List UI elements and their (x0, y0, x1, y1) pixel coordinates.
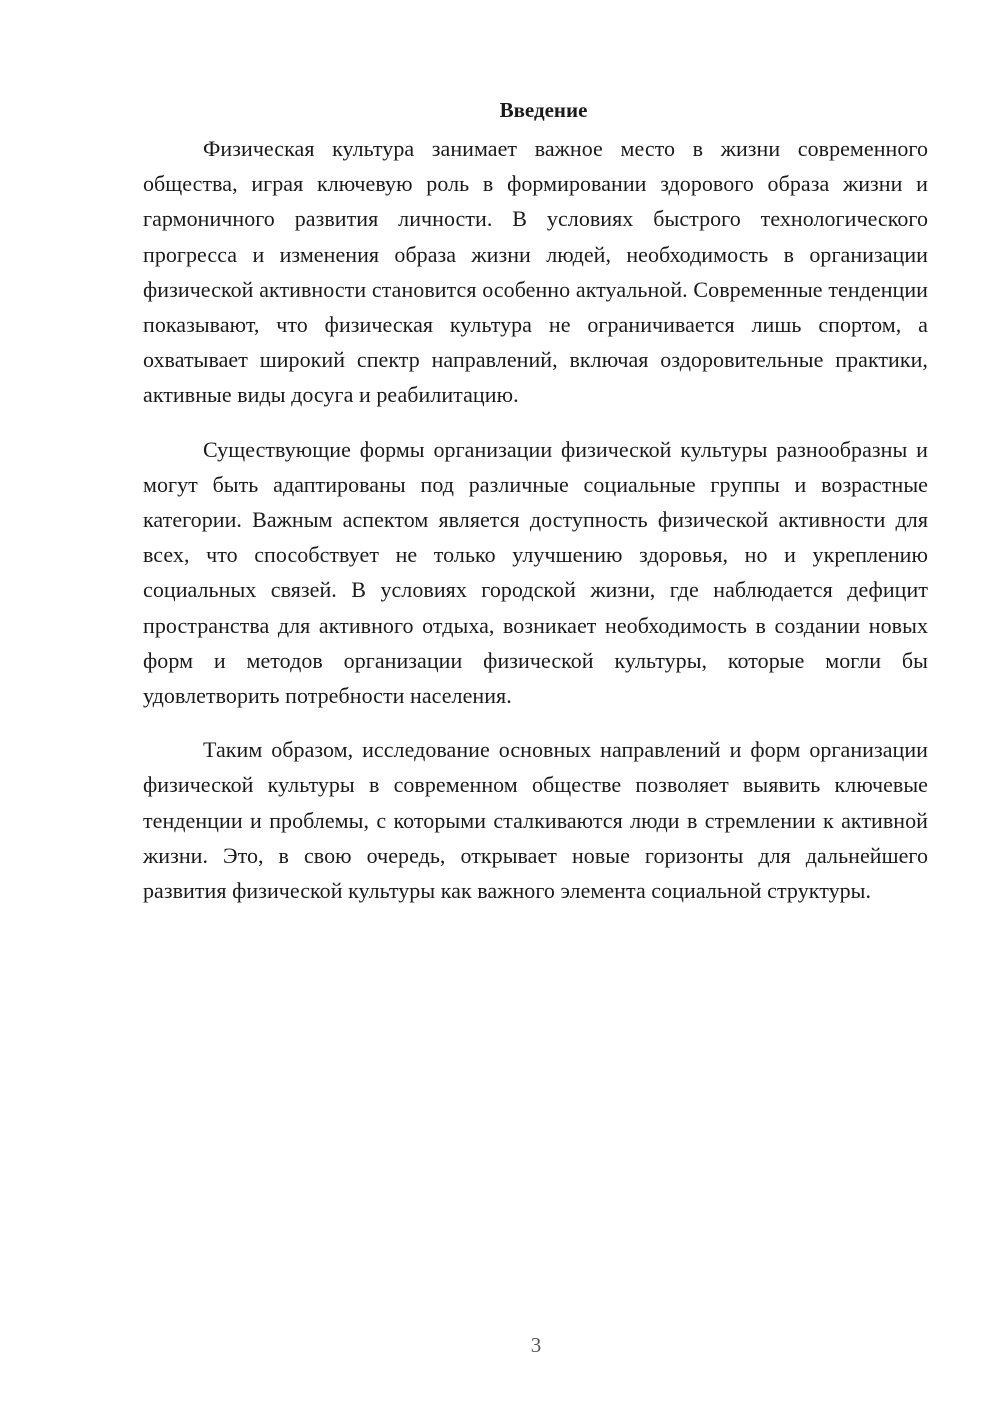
paragraph-1: Физическая культура занимает важное место в жизни современного общества, играя ключевую роль в формировании здорового образа жизни и гармоничного развития личности. В условиях быстрого технологического прогресса и изменения образа жизни людей, необходимость в организации физической активности становится особенно актуальной. Современные тенденции показывают, что физическая культура не ограничивается лишь спортом, а охватывает широкий спектр направлений, включая оздоровительные практики, активные виды досуга и реабилитацию. (143, 136, 928, 408)
section-title: Введение (499, 98, 588, 122)
paragraph-2: Существующие формы организации физической культуры разнообразны и могут быть адаптированы под различные социальные группы и возрастные категории. Важным аспектом является доступность физической активности для всех, что способствует не только улучшению здоровья, но и укреплению социальных связей. В условиях городской жизни, где наблюдается дефицит пространства для активного отдыха, возникает необходимость в создании новых форм и методов организации физической культуры, которые могли бы удовлетворить потребности населения. (143, 436, 928, 709)
page-content (143, 92, 928, 927)
page-number: 3 (530, 1333, 542, 1357)
paragraph-3: Таким образом, исследование основных направлений и форм организации физической культуры в современном обществе позволяет выявить ключевые тенденции и проблемы, с которыми сталкиваются люди в стремлении к активной жизни. Это, в свою очередь, открывает новые горизонты для дальнейшего развития физической культуры как важного элемента социальной структуры. (143, 737, 928, 904)
